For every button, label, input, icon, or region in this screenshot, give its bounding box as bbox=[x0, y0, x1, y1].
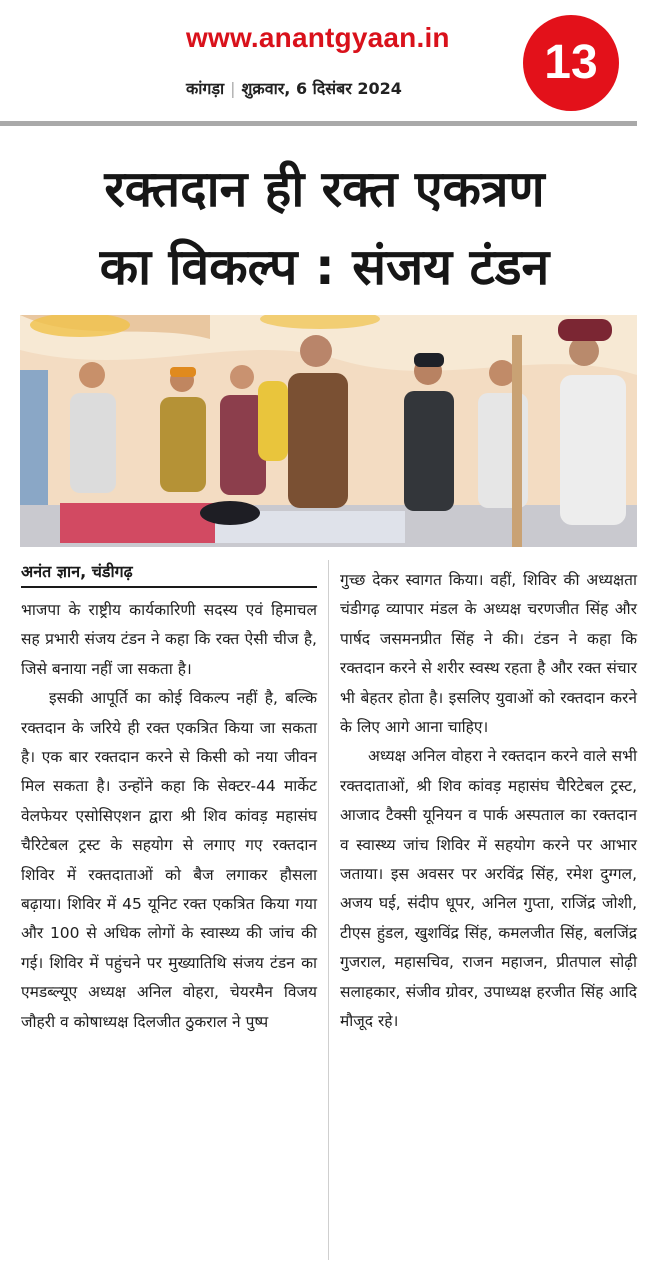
column-divider bbox=[328, 560, 329, 1260]
article-headline bbox=[22, 150, 627, 306]
article-column-2 bbox=[340, 566, 637, 1037]
site-url[interactable]: www.anantgyaan.in bbox=[186, 22, 450, 53]
page-number-badge: 13 bbox=[523, 15, 619, 111]
blood-donation-camp-photo bbox=[20, 315, 637, 547]
location-label: कांगड़ा bbox=[186, 79, 225, 98]
article-column-1 bbox=[21, 596, 317, 1037]
date-label: शुक्रवार, 6 दिसंबर 2024 bbox=[241, 79, 402, 98]
dateline-separator: | bbox=[230, 79, 236, 98]
paragraph-3: गुच्छ देकर स्वागत किया। वहीं, शिविर की अध्यक्षता चंडीगढ़ व्यापार मंडल के अध्यक्ष चरणजीत सिंह और पार्षद जसमनप्रीत सिंह ने की। टंडन ने कहा कि रक्तदान करने से शरीर स्वस्थ रहता है और रक्त संचार भी बेहतर होता है। इसलिए युवाओं को रक्तदान करने के लिए आगे आना चाहिए। bbox=[340, 571, 637, 737]
paragraph-2: इसकी आपूर्ति का कोई विकल्प नहीं है, बल्कि रक्तदान के जरिये ही रक्त एकत्रित किया जा सकता है। एक बार रक्तदान करने से किसी को नया जीवन मिल सकता है। उन्होंने कहा कि सेक्टर-44 मार्केट वेलफेयर एसोसिएशन द्वारा श्री शिव कांवड़ महासंघ चैरिटेबल ट्रस्ट के सहयोग से लगाए गए रक्तदान शिविर में रक्तदाताओं को बैज लगाकर हौसला बढ़ाया। शिविर में 45 यूनिट रक्त एकत्रित किया गया और 100 से अधिक लोगों के स्वास्थ्य की जांच की गई। शिविर में पहुंचने पर मुख्यातिथि संजय टंडन का एमडब्ल्यूए अध्यक्ष अनिल वोहरा, चेयरमैन विजय जौहरी व कोषाध्यक्ष दिलजीत ठुकराल ने पुष्प bbox=[21, 689, 317, 1031]
masthead-divider bbox=[0, 121, 637, 126]
paragraph-1: भाजपा के राष्ट्रीय कार्यकारिणी सदस्य एवं हिमाचल सह प्रभारी संजय टंडन ने कहा कि रक्त ऐसी चीज है, जिसे बनाया नहीं जा सकता है। bbox=[21, 601, 317, 678]
dateline bbox=[186, 77, 402, 99]
article-photo bbox=[20, 315, 637, 547]
headline-line-2: का विकल्प : संजय टंडन bbox=[99, 238, 550, 296]
byline: अनंत ज्ञान, चंडीगढ़ bbox=[21, 560, 317, 588]
headline-line-1: रक्तदान ही रक्त एकत्रण bbox=[104, 160, 545, 218]
paragraph-4: अध्यक्ष अनिल वोहरा ने रक्तदान करने वाले सभी रक्तदाताओं, श्री शिव कांवड़ महासंघ चैरिटेबल ट्रस्ट, आजाद टैक्सी यूनियन व पार्क अस्पताल का रक्तदान व स्वास्थ्य जांच शिविर में सहयोग करने पर आभार जताया। इस अवसर पर अरविंद्र सिंह, रमेश दुग्गल, अजय घई, संदीप धूपर, अनिल गुप्ता, राजिंद्र जोशी, टीएस हुंडल, खुशविंद्र सिंह, कमलजीत सिंह, बलजिंद्र गुजराल, महासचिव, राजन महाजन, प्रीतपाल सोढ़ी सलाहकार, संजीव ग्रोवर, उपाध्यक्ष हरजीत सिंह आदि मौजूद रहे। bbox=[340, 747, 637, 1031]
